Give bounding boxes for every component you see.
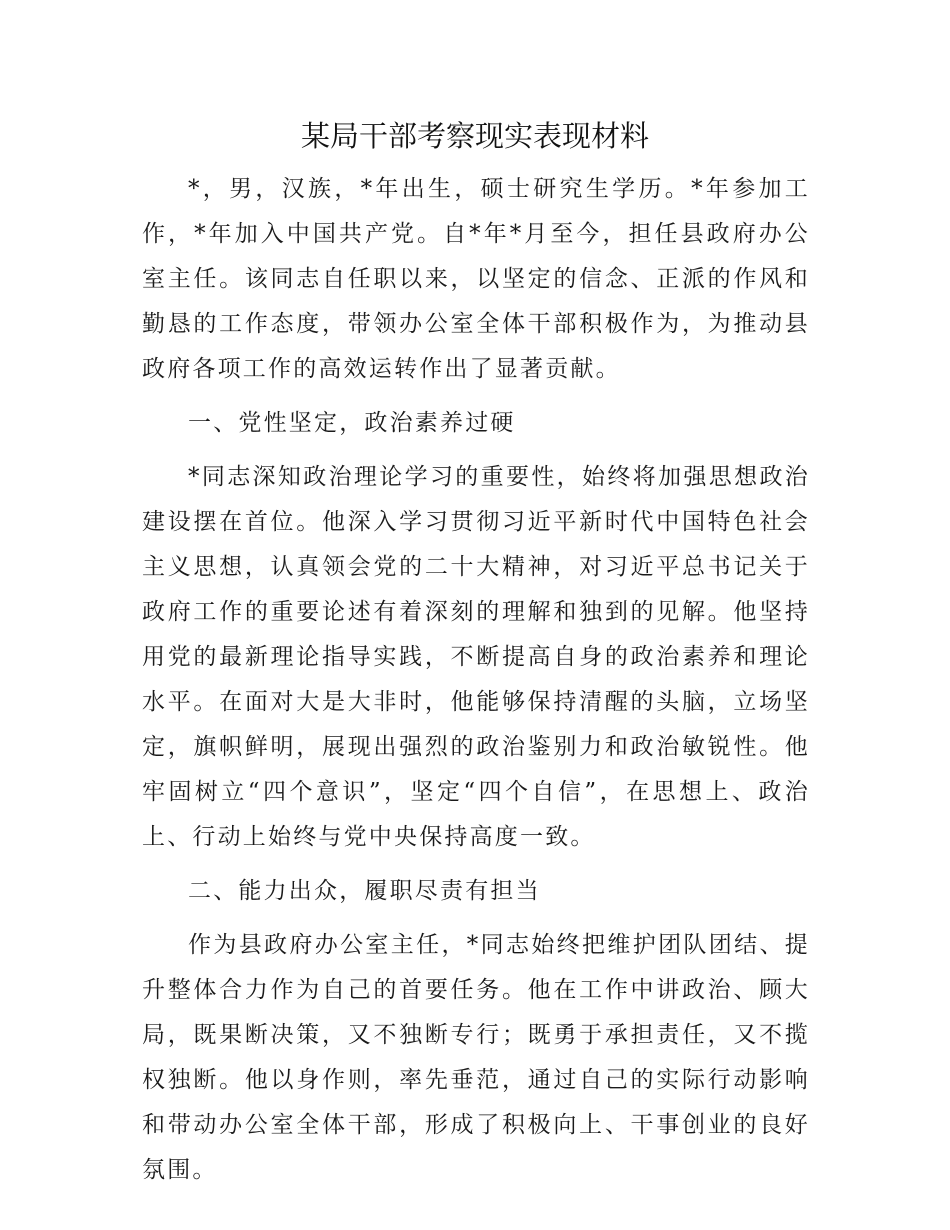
section-paragraph-1: *同志深知政治理论学习的重要性，始终将加强思想政治建设摆在首位。他深入学习贯彻习近平新时代中国特色社会主义思想，认真领会党的二十大精神，对习近平总书记关于政府工作的重要论述有着深刻的理解和独到的见解。他坚持用党的最新理论指导实践，不断提高自身的政治素养和理论水平。在面对大是大非时，他能够保持清醒的头脑，立场坚定，旗帜鲜明，展现出强烈的政治鉴别力和政治敏锐性。他牢固树立“四个意识”，坚定“四个自信”，在思想上、政治上、行动上始终与党中央保持高度一致。 (142, 464, 810, 850)
section-heading-2: 二、能力出众，履职尽责有担当 (188, 878, 541, 904)
paragraph-gap (142, 860, 810, 869)
document-title: 某局干部考察现实表现材料 (300, 119, 649, 153)
paragraph-gap (142, 446, 810, 455)
intro-paragraph: *，男，汉族，*年出生，硕士研究生学历。*年参加工作，*年加入中国共产党。自*年*月至今，担任县政府办公室主任。该同志自任职以来，以坚定的信念、正派的作风和勤恳的工作态度，带领办公室全体干部积极作为，为推动县政府各项工作的高效运转作出了显著贡献。 (142, 176, 810, 382)
section-heading-1: 一、党性坚定，政治素养过硬 (188, 410, 516, 436)
paragraph-gap (142, 392, 810, 401)
paragraph-gap (142, 914, 810, 923)
section-paragraph-2: 作为县政府办公室主任，*同志始终把维护团队团结、提升整体合力作为自己的首要任务。他在工作中讲政治、顾大局，既果断决策，又不独断专行；既勇于承担责任，又不揽权独断。他以身作则，率先垂范，通过自己的实际行动影响和带动办公室全体干部，形成了积极向上、干事创业的良好氛围。 (142, 932, 810, 1183)
document-body (142, 167, 810, 1193)
